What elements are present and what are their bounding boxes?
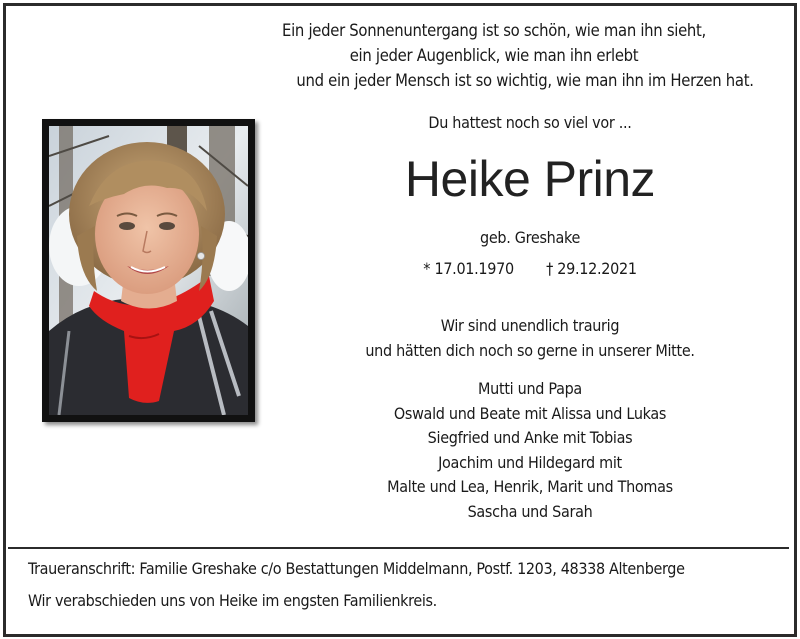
mourning-line: und hätten dich noch so gerne in unserer Mitte.	[365, 341, 695, 360]
birth-date: * 17.01.1970	[423, 259, 514, 278]
family-line: Joachim und Hildegard mit	[438, 452, 622, 472]
death-date: † 29.12.2021	[546, 259, 637, 278]
mourning-text	[300, 313, 760, 363]
deceased-name: Heike Prinz	[404, 151, 656, 207]
farewell-note: Wir verabschieden uns von Heike im engsten Familienkreis.	[28, 591, 437, 610]
tagline: Du hattest noch so viel vor ...	[428, 113, 632, 132]
family-line: Malte und Lea, Henrik, Marit und Thomas	[387, 477, 673, 497]
family-line: Siegfried und Anke mit Tobias	[427, 428, 633, 448]
divider-line	[8, 547, 789, 549]
mourning-line: Wir sind unendlich traurig	[440, 316, 620, 335]
portrait-image	[49, 126, 248, 415]
mourning-address: Traueranschrift: Familie Greshake c/o Bestattungen Middelmann, Postf. 1203, 48338 Altenberge	[28, 559, 685, 578]
family-line: Oswald und Beate mit Alissa und Lukas	[393, 403, 667, 423]
birth-name: geb. Greshake	[479, 228, 581, 247]
family-line: Mutti und Papa	[478, 379, 582, 398]
poem-line: und ein jeder Mensch ist so wichtig, wie man ihn im Herzen hat.	[296, 71, 754, 90]
poem	[250, 18, 800, 93]
family-list	[300, 377, 760, 525]
family-line: Sascha und Sarah	[467, 501, 593, 521]
poem-line: Ein jeder Sonnenuntergang ist so schön, wie man ihn sieht,	[282, 21, 706, 40]
life-dates	[330, 259, 730, 278]
poem-line: ein jeder Augenblick, wie man ihn erlebt	[349, 46, 639, 65]
portrait-photo	[42, 119, 255, 422]
